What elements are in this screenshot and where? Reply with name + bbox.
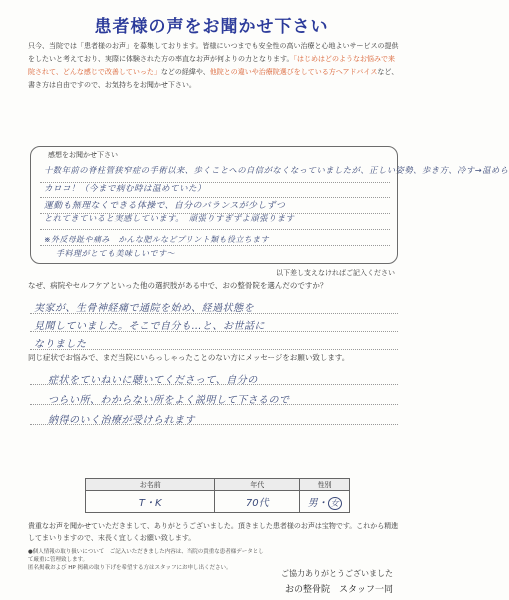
impressions-label: 感想をお聞かせ下さい bbox=[48, 151, 118, 159]
answer-why-choose-line: なりました bbox=[34, 339, 87, 350]
age-value: 70代 bbox=[215, 491, 300, 513]
answer-message-line: 納得のいく治療が受けられます bbox=[48, 415, 195, 426]
intro-highlight-1: 「はじめはどのようなお悩みで来院されて、どんな感じで改善していった」 bbox=[28, 55, 395, 76]
clinic-signature: おの整骨院 スタッフ一同 bbox=[284, 585, 393, 595]
intro-text-1: 只今、当院では「患者様のお声」を募集しております。皆様にいつまでも安全性の高い治療と心地よいサービスの提供をしたいと考えており、実際に体験された方の率直なお声が何よりの力となります。 bbox=[28, 42, 399, 63]
intro-paragraph bbox=[28, 40, 400, 92]
impressions-handwriting-line: 十数年前の脊柱管狭窄症の手術以来、歩くことへの自信がなくなっていましたが、正しい姿勢、歩き方、冷す→温めら bbox=[44, 165, 509, 175]
respondent-info-table bbox=[85, 478, 350, 513]
name-value: T・K bbox=[86, 491, 215, 513]
question-why-choose: なぜ、病院やセルフケアといった他の選択肢がある中で、おの整骨院を選んだのですか？ bbox=[28, 281, 328, 290]
intro-text-2: などの経緯や、 bbox=[160, 68, 210, 76]
answer-message-line: 症状をていねいに聴いてくださって、自分の bbox=[48, 375, 258, 386]
impressions-handwriting-line: 運動も無理なくできる体操で、自分のバランスが少しずつ bbox=[44, 201, 286, 211]
impressions-handwriting-line: ※外反母趾や痛み かんな肥ルなどプリント類も役立ちます bbox=[44, 235, 269, 244]
question-message: 同じ症状でお悩みで、まだ当院にいらっしゃったことのない方にメッセージをお願い致します。 bbox=[28, 353, 350, 362]
cooperation-thanks: ご協力ありがとうございました bbox=[281, 569, 393, 578]
intro-highlight-2: 他院との違いや治療院選びをしている方へアドバイス bbox=[209, 68, 378, 76]
privacy-line: ●個人情報の取り扱いについて ご記入いただきました内容は、当院の貴重な患者様データとして厳重に管理致します。 bbox=[28, 549, 264, 563]
impressions-handwriting-line: カロコ！（今まで病む時は温めていた） bbox=[44, 184, 207, 194]
optional-note: 以下差し支えなければご記入ください bbox=[276, 269, 395, 277]
privacy-line: 匿名掲載および HP 掲載の取り下げを希望する方はスタッフにお申し出ください。 bbox=[28, 565, 232, 571]
answer-why-choose-line: 見聞していました。そこで自分も…と、お世話に bbox=[34, 321, 265, 332]
intro-text-3: など、書き方は自由ですので、お気持ちをお聞かせ下さい。 bbox=[28, 68, 399, 89]
impressions-rule bbox=[40, 229, 390, 230]
gender-male: 男 bbox=[307, 497, 318, 509]
privacy-notice bbox=[28, 548, 268, 572]
thanks-message: 貴重なお声を聞かせていただきまして、ありがとうございました。頂きました患者様のお声は宝物です。これから精進してまいりますので、末長く宜しくお願い致します。 bbox=[28, 522, 399, 542]
impressions-rule bbox=[40, 245, 390, 246]
gender-female-selected: 女 bbox=[328, 497, 342, 510]
gender-separator: ・ bbox=[317, 497, 328, 509]
gender-value bbox=[300, 491, 350, 513]
gender-header: 性別 bbox=[300, 479, 350, 491]
age-header: 年代 bbox=[215, 479, 300, 491]
page-title: 患者様の声をお聞かせ下さい bbox=[94, 17, 329, 37]
impressions-handwriting-line: とれてきていると実感しています。 頑張りすぎずよ頑張ります bbox=[44, 213, 295, 223]
name-header: お名前 bbox=[86, 479, 215, 491]
answer-message-line: つらい所、わからない所をよく説明して下さるので bbox=[48, 395, 290, 406]
impressions-handwriting-line: 手料理がとても美味しいです〜 bbox=[56, 249, 175, 258]
answer-why-choose-line: 実家が、生骨神経痛で通院を始め、経過状態を bbox=[34, 303, 255, 314]
